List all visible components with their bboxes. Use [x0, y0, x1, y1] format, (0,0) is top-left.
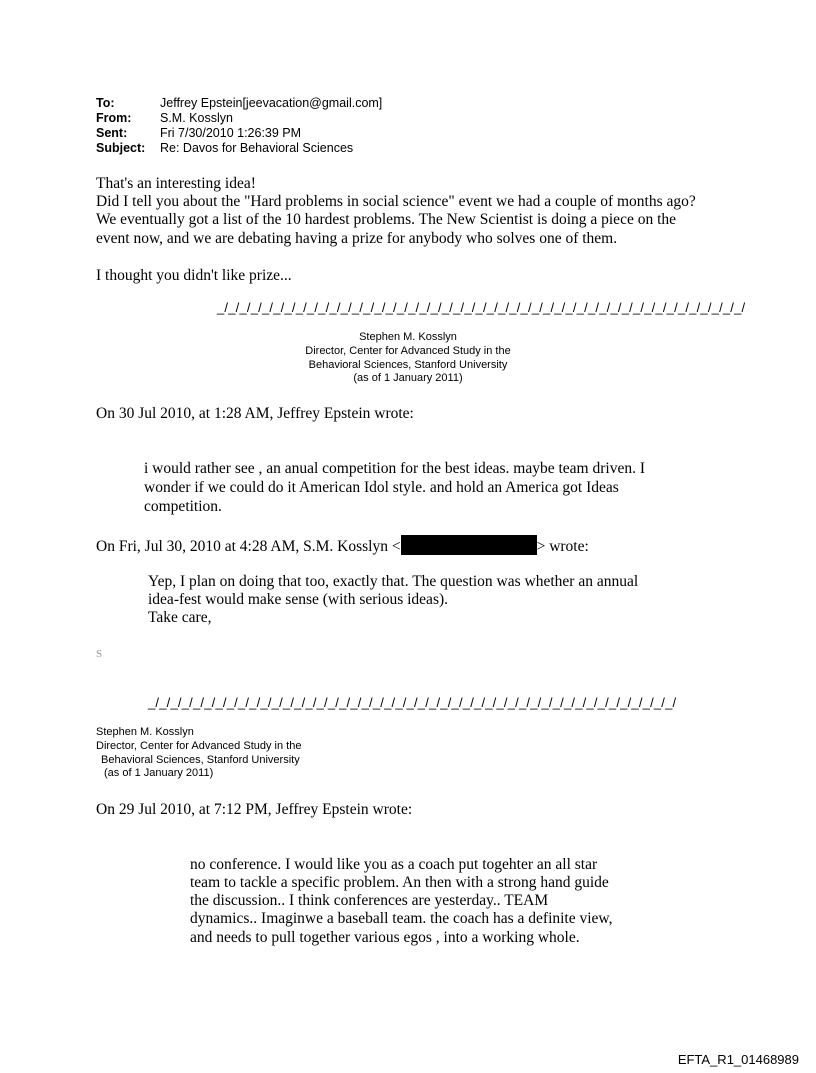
signature-name: Stephen M. Kosslyn — [96, 726, 194, 738]
message-line: Did I tell you about the "Hard problems in social science" event we had a couple of months ago? — [96, 193, 696, 210]
quote-intro: On 29 Jul 2010, at 7:12 PM, Jeffrey Epstein wrote: — [96, 801, 413, 818]
quote-line: the discussion.. I think conferences are yesterday.. TEAM — [190, 892, 549, 909]
quote-line: Yep, I plan on doing that too, exactly that. The question was whether an annual — [148, 573, 639, 590]
quote-line: dynamics.. Imaginwe a baseball team. the coach has a definite view, — [190, 910, 613, 927]
quote-line: wonder if we could do it American Idol style. and hold an America got Ideas — [144, 479, 619, 496]
signature-title: Behavioral Sciences, Stanford University — [308, 359, 508, 371]
signature-rule: _/_/_/_/_/_/_/_/_/_/_/_/_/_/_/_/_/_/_/_/_/_/_/_/_/_/_/_/_/_/_/_/_/_/_/_/_/_/_/_/_/_/_/_/_/_/_/ — [148, 695, 677, 710]
message-line: We eventually got a list of the 10 hardest problems. The New Scientist is doing a piece on the — [96, 211, 677, 228]
from-label: From: — [96, 111, 132, 125]
sent-label: Sent: — [96, 126, 128, 140]
signature-rule: _/_/_/_/_/_/_/_/_/_/_/_/_/_/_/_/_/_/_/_/_/_/_/_/_/_/_/_/_/_/_/_/_/_/_/_/_/_/_/_/_/_/_/_/_/_/_/ — [217, 300, 746, 315]
quote-line: competition. — [144, 498, 222, 515]
subject-value: Re: Davos for Behavioral Sciences — [160, 141, 354, 155]
subject-label: Subject: — [96, 141, 146, 155]
sender-initial: S — [96, 648, 103, 660]
quote-intro: On 30 Jul 2010, at 1:28 AM, Jeffrey Epstein wrote: — [96, 405, 414, 422]
signature-name: Stephen M. Kosslyn — [359, 331, 457, 343]
quote-line: idea-fest would make sense (with serious ideas). — [148, 591, 449, 608]
quote-line: i would rather see , an anual competition for the best ideas. maybe team driven. I — [144, 460, 645, 477]
quote-intro-start: On Fri, Jul 30, 2010 at 4:28 AM, S.M. Kosslyn < — [96, 538, 401, 555]
quote-intro-end: > wrote: — [536, 538, 589, 555]
quote-line: no conference. I would like you as a coach put togehter an all star — [190, 856, 598, 873]
quote-line: Take care, — [148, 609, 212, 626]
signature-title: (as of 1 January 2011) — [104, 767, 214, 779]
quote-line: team to tackle a specific problem. An then with a strong hand guide — [190, 874, 609, 891]
quote-intro — [96, 535, 589, 556]
document-id: EFTA_R1_01468989 — [677, 1052, 799, 1067]
redaction-box — [401, 535, 537, 555]
message-line: That's an interesting idea! — [96, 175, 256, 192]
message-line: I thought you didn't like prize... — [96, 267, 292, 284]
message-line: event now, and we are debating having a prize for anybody who solves one of them. — [96, 230, 618, 247]
quote-line: and needs to pull together various egos , into a working whole. — [190, 929, 580, 946]
signature-title: Director, Center for Advanced Study in the — [305, 345, 511, 357]
signature-title: Director, Center for Advanced Study in the — [96, 740, 302, 752]
signature-title: (as of 1 January 2011) — [353, 372, 463, 384]
signature-title: Behavioral Sciences, Stanford University — [101, 754, 300, 766]
to-label: To: — [96, 96, 115, 110]
to-value: Jeffrey Epstein[jeevacation@gmail.com] — [160, 96, 383, 110]
sent-value: Fri 7/30/2010 1:26:39 PM — [160, 126, 302, 140]
from-value: S.M. Kosslyn — [160, 111, 233, 125]
